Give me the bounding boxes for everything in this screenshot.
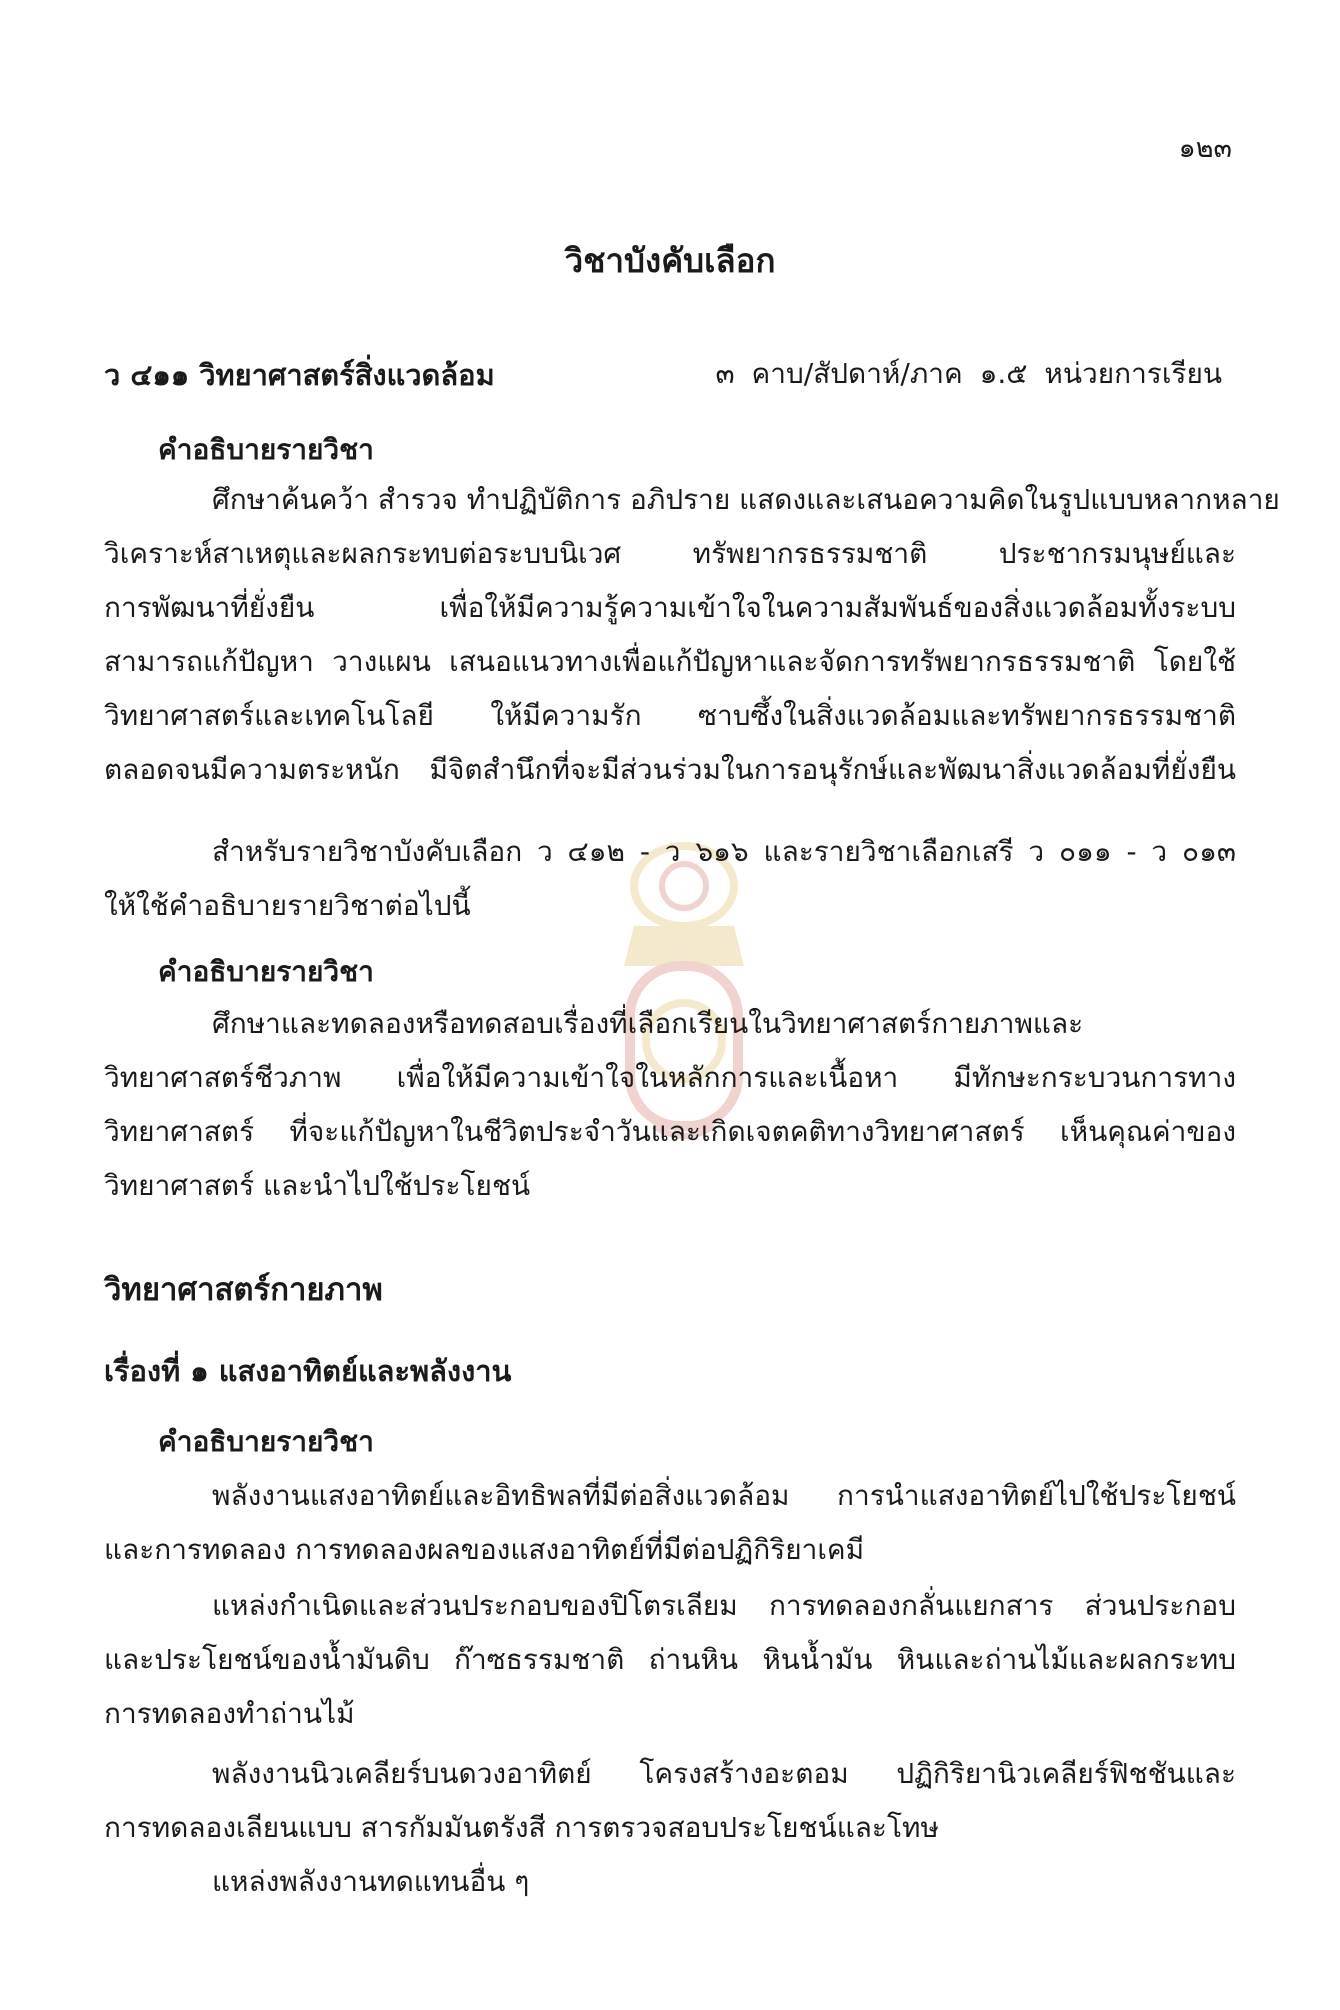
paragraph-line: ศึกษาค้นคว้า สำรวจ ทำปฏิบัติการ อภิปราย แสดงและเสนอความคิดในรูปแบบหลากหลาย [212,483,1280,516]
section-heading: วิทยาศาสตร์กายภาพ [104,1272,383,1308]
paragraph-line: วิทยาศาสตร์ และนำไปใช้ประโยชน์ [104,1169,531,1202]
page-number: ๑๒๓ [1178,133,1232,164]
paragraph-line: ศึกษาและทดลองหรือทดสอบเรื่องที่เลือกเรียนในวิทยาศาสตร์กายภาพและ [212,1007,1084,1040]
paragraph-line: การทดลองทำถ่านไม้ [104,1697,355,1730]
paragraph-line: วิทยาศาสตร์ชีวภาพ เพื่อให้มีความเข้าใจในหลักการและเนื้อหา มีทักษะกระบวนการทาง [104,1061,1236,1094]
paragraph-line: ตลอดจนมีความตระหนัก มีจิตสำนึกที่จะมีส่วนร่วมในการอนุรักษ์และพัฒนาสิ่งแวดล้อมที่ยั่งยืน [104,753,1236,786]
paragraph-line: พลังงานแสงอาทิตย์และอิทธิพลที่มีต่อสิ่งแวดล้อม การนำแสงอาทิตย์ไปใช้ประโยชน์ [212,1479,1236,1512]
description-heading: คำอธิบายรายวิชา [158,955,374,988]
note-line: ให้ใช้คำอธิบายรายวิชาต่อไปนี้ [104,889,471,922]
watermark-seal-logo [604,826,764,1156]
paragraph-line: วิทยาศาสตร์ ที่จะแก้ปัญหาในชีวิตประจำวันและเกิดเจตคติทางวิทยาศาสตร์ เห็นคุณค่าของ [104,1115,1236,1148]
paragraph-line: แหล่งกำเนิดและส่วนประกอบของปิโตรเลียม การทดลองกลั่นแยกสาร ส่วนประกอบ [212,1589,1236,1622]
paragraph-line: การพัฒนาที่ยั่งยืน เพื่อให้มีความรู้ความเข้าใจในความสัมพันธ์ของสิ่งแวดล้อมทั้งระบบ [104,591,1236,624]
paragraph-line: และประโยชน์ของน้ำมันดิบ ก๊าซธรรมชาติ ถ่านหิน หินน้ำมัน หินและถ่านไม้และผลกระทบ [104,1643,1236,1676]
paragraph-line: แหล่งพลังงานทดแทนอื่น ๆ [212,1865,530,1898]
description-heading: คำอธิบายรายวิชา [158,433,374,466]
course-code-name: ว ๔๑๑ วิทยาศาสตร์สิ่งแวดล้อม [104,358,495,392]
topic-heading: เรื่องที่ ๑ แสงอาทิตย์และพลังงาน [104,1354,512,1388]
note-line: สำหรับรายวิชาบังคับเลือก ว ๔๑๒ - ว ๖๑๖ และรายวิชาเลือกเสรี ว ๐๑๑ - ว ๐๑๓ [212,835,1236,868]
description-heading: คำอธิบายรายวิชา [158,1425,374,1458]
paragraph-line: การทดลองเลียนแบบ สารกัมมันตรังสี การตรวจสอบประโยชน์และโทษ [104,1811,939,1844]
paragraph-line: สามารถแก้ปัญหา วางแผน เสนอแนวทางเพื่อแก้ปัญหาและจัดการทรัพยากรธรรมชาติ โดยใช้ [104,645,1236,678]
course-hours: ๓ คาบ/สัปดาห์/ภาค ๑.๕ หน่วยการเรียน [715,357,1222,390]
paragraph-line: และการทดลอง การทดลองผลของแสงอาทิตย์ที่มีต่อปฏิกิริยาเคมี [104,1533,865,1566]
paragraph-line: วิเคราะห์สาเหตุและผลกระทบต่อระบบนิเวศ ทรัพยากรธรรมชาติ ประชากรมนุษย์และ [104,537,1236,570]
paragraph-line: พลังงานนิวเคลียร์บนดวงอาทิตย์ โครงสร้างอะตอม ปฏิกิริยานิวเคลียร์ฟิชชันและ [212,1757,1236,1790]
paragraph-line: วิทยาศาสตร์และเทคโนโลยี ให้มีความรัก ซาบซึ้งในสิ่งแวดล้อมและทรัพยากรธรรมชาติ [104,699,1236,732]
page-title: วิชาบังคับเลือก [564,241,776,280]
